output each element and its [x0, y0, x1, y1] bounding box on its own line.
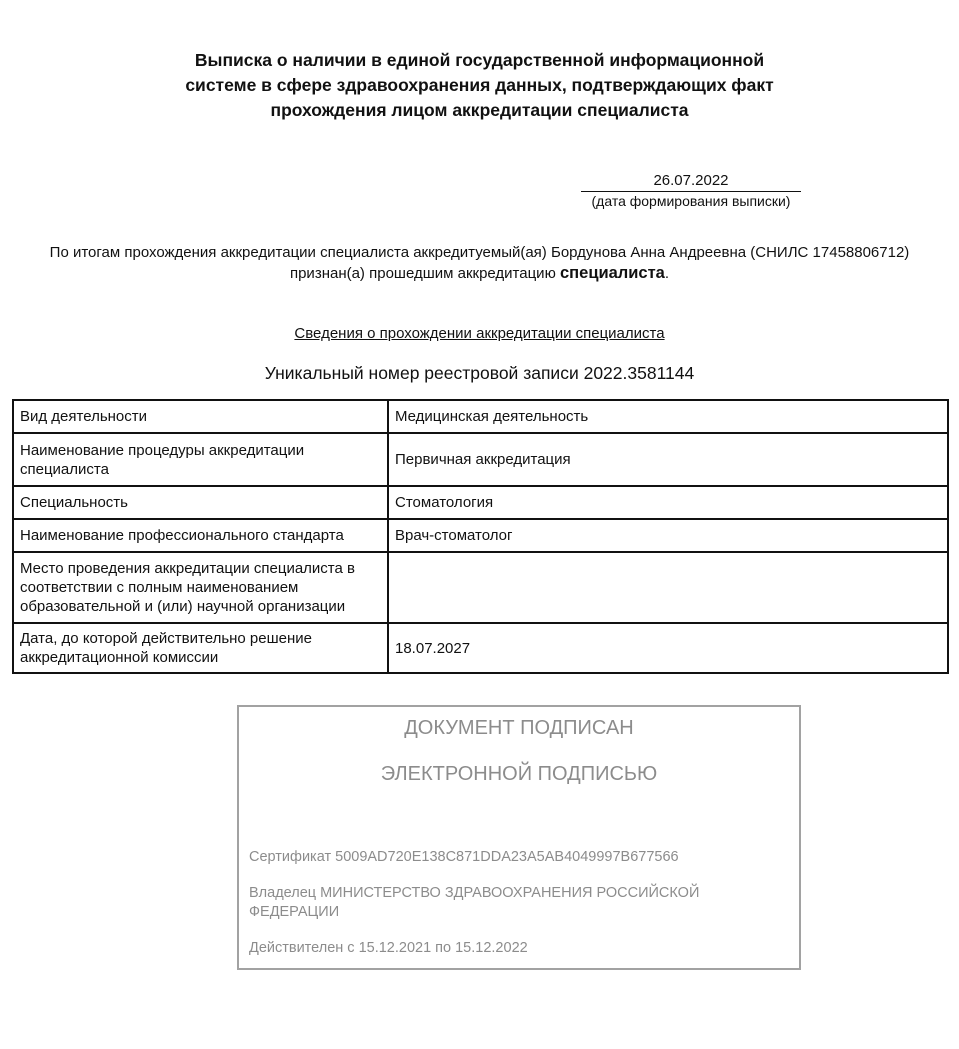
table-row	[13, 433, 948, 486]
title-line-1: Выписка о наличии в единой государственной информационной	[194, 50, 765, 70]
table-row	[13, 519, 948, 552]
table-row	[13, 400, 948, 433]
registry-number: Уникальный номер реестровой записи 2022.3581144	[264, 363, 695, 383]
row-label: Место проведения аккредитации специалиста в соответствии с полным наименованием образовательной и (или) научной организации	[13, 552, 388, 623]
date-block	[578, 172, 804, 211]
signature-title-line-1: ДОКУМЕНТ ПОДПИСАН	[404, 717, 634, 739]
accreditation-result	[0, 243, 959, 284]
result-line-2-emphasis: специалиста	[560, 264, 665, 282]
certificate-owner: Владелец МИНИСТЕРСТВО ЗДРАВООХРАНЕНИЯ РОССИЙСКОЙ ФЕДЕРАЦИИ	[249, 885, 700, 920]
row-value: Медицинская деятельность	[388, 400, 948, 433]
certificate-number: Сертификат 5009AD720E138C871DDA23A5AB4049997B677566	[249, 849, 679, 865]
row-value	[388, 552, 948, 623]
signature-title-line-2: ЭЛЕКТРОННОЙ ПОДПИСЬЮ	[380, 763, 658, 785]
formation-date-caption: (дата формирования выписки)	[591, 193, 791, 209]
row-value: 18.07.2027	[388, 623, 948, 673]
row-value: Первичная аккредитация	[388, 433, 948, 486]
row-label: Специальность	[13, 486, 388, 519]
result-line-2	[0, 263, 959, 284]
certificate-validity: Действителен с 15.12.2021 по 15.12.2022	[249, 940, 528, 956]
row-value: Стоматология	[388, 486, 948, 519]
table-row	[13, 552, 948, 623]
formation-date: 26.07.2022	[581, 172, 801, 192]
accreditation-table	[12, 399, 949, 674]
result-line-2-prefix: признан(а) прошедшим аккредитацию	[289, 265, 556, 282]
row-value: Врач-стоматолог	[388, 519, 948, 552]
result-line-1: По итогам прохождения аккредитации специалиста аккредитуемый(ая) Бордунова Анна Андреевна (СНИЛС 17458806712)	[49, 244, 910, 261]
row-label: Наименование профессионального стандарта	[13, 519, 388, 552]
row-label: Наименование процедуры аккредитации специалиста	[13, 433, 388, 486]
title-line-2: системе в сфере здравоохранения данных, подтверждающих факт	[185, 75, 774, 95]
section-heading: Сведения о прохождении аккредитации специалиста	[294, 325, 665, 342]
row-label: Дата, до которой действительно решение аккредитационной комиссии	[13, 623, 388, 673]
electronic-signature-stamp	[237, 705, 801, 970]
document-title	[0, 48, 959, 123]
result-line-2-suffix: .	[664, 265, 670, 282]
row-label: Вид деятельности	[13, 400, 388, 433]
table-row	[13, 623, 948, 673]
table-row	[13, 486, 948, 519]
title-line-3: прохождения лицом аккредитации специалиста	[270, 100, 689, 120]
